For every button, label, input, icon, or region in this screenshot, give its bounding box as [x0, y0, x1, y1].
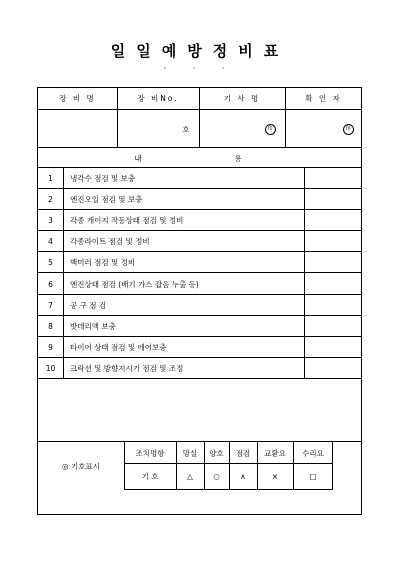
item-number: 1	[48, 174, 53, 184]
item-number: 4	[48, 237, 53, 247]
legend-symbol: ○	[213, 472, 220, 481]
legend-symbol: ×	[271, 472, 279, 481]
confirmer-seal	[334, 110, 362, 148]
item-text: 엔진상태 점검 (배기 가스 잡음 누출 등)	[70, 279, 199, 289]
col-header-confirmer: 확 인 자	[305, 94, 342, 103]
unit-suffix: 호	[182, 124, 190, 134]
legend-header: 조치명항	[135, 448, 165, 458]
legend-header: 수리요	[302, 448, 324, 458]
legend-header: 점검	[235, 448, 251, 458]
col-header-equipment-name: 장 비 명	[59, 94, 96, 103]
document-title: 일일예방정비표	[110, 42, 290, 60]
legend-header: 양호	[209, 448, 224, 458]
item-text: 엔진오일 점검 및 보충	[70, 195, 143, 205]
notes-area[interactable]	[38, 379, 361, 442]
legend-header: 망실	[182, 448, 198, 458]
content-label-right: 용	[234, 153, 242, 163]
item-number: 2	[48, 195, 53, 205]
item-check-cell[interactable]	[304, 231, 362, 252]
item-text: 공 구 점 검	[70, 300, 107, 310]
title-dots: · · ·	[163, 64, 237, 73]
legend-table	[124, 442, 333, 490]
col-header-equipment-no: 장 비No.	[137, 94, 179, 103]
item-number: 3	[48, 216, 53, 226]
item-text: 각종라이트 점검 및 정비	[70, 237, 150, 247]
item-number: 9	[48, 342, 53, 352]
seal-icon: 印	[265, 124, 276, 135]
item-text: 밧데리액 보충	[70, 321, 116, 331]
item-number: 10	[45, 363, 56, 373]
item-text: 각종 게이지 작동상태 점검 및 정비	[70, 216, 184, 226]
maintenance-form	[37, 87, 362, 515]
item-check-cell[interactable]	[304, 210, 362, 231]
item-check-cell[interactable]	[304, 337, 362, 358]
item-check-cell[interactable]	[304, 168, 362, 189]
legend-symbol: △	[187, 472, 193, 481]
legend-symbol: □	[309, 472, 317, 481]
item-text: 냉각수 점검 및 보충	[70, 174, 136, 184]
item-check-cell[interactable]	[304, 295, 362, 316]
content-label-left: 내	[134, 153, 142, 163]
col-header-driver-name: 기 사 명	[223, 94, 261, 103]
content-label-row	[38, 148, 361, 168]
item-check-cell[interactable]	[304, 252, 362, 273]
item-text: 크락션 및 방향지시기 점검 및 조정	[70, 363, 184, 373]
legend-header: 교환요	[264, 448, 286, 458]
seal-icon: 印	[343, 124, 354, 135]
item-check-cell[interactable]	[304, 316, 362, 337]
item-text: 타이어 상태 점검 및 에어보충	[70, 342, 167, 352]
legend-symbol: 기 호	[141, 472, 159, 481]
item-number: 5	[48, 258, 53, 268]
item-check-cell[interactable]	[304, 274, 362, 295]
legend-title: ◎ 기호표시	[62, 461, 100, 471]
item-text: 백미러 점검 및 정비	[70, 258, 136, 268]
item-number: 8	[48, 321, 53, 331]
legend-symbol: ∧	[240, 472, 246, 481]
item-number: 6	[48, 279, 53, 289]
driver-seal	[256, 110, 284, 148]
item-check-cell[interactable]	[304, 358, 362, 379]
item-number: 7	[48, 300, 53, 310]
item-check-cell[interactable]	[304, 189, 362, 210]
